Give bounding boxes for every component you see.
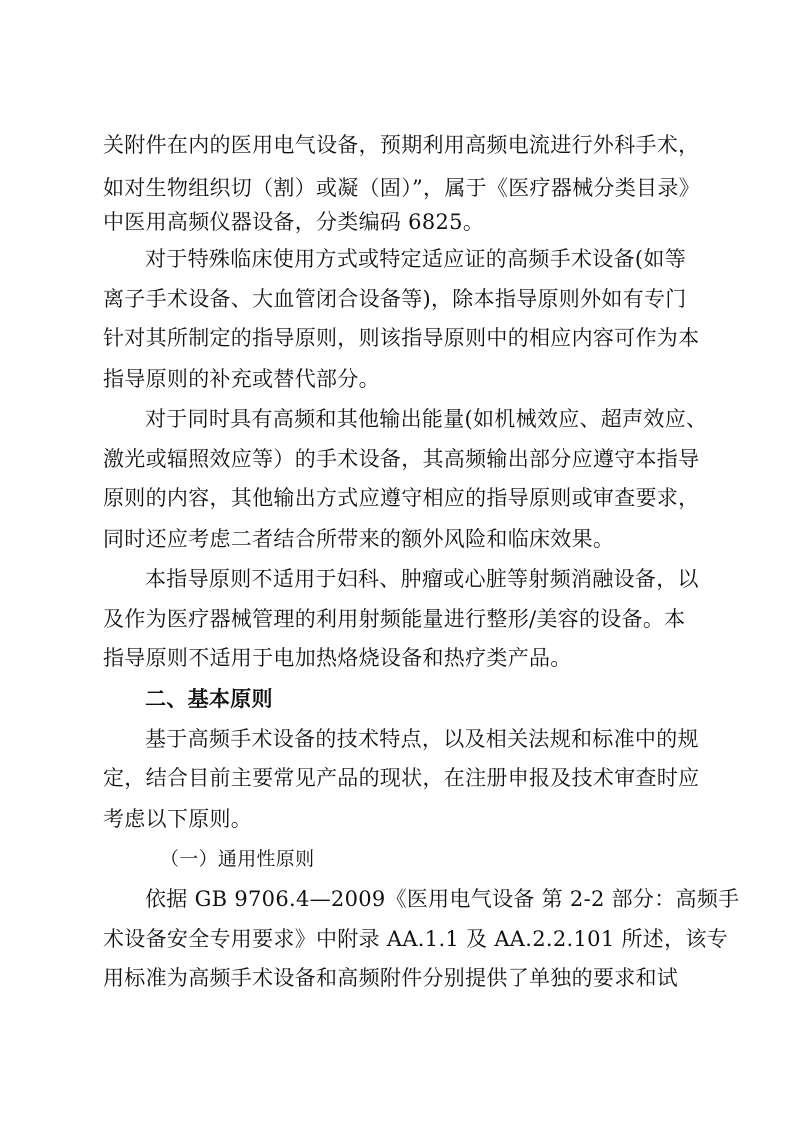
text-line: 关附件在内的医用电气设备，预期利用高频电流进行外科手术， [103, 133, 700, 157]
text-line: 考虑以下原则。 [103, 807, 253, 831]
text-line: 指导原则不适用于电加热烙烧设备和热疗类产品。 [103, 646, 572, 670]
text-line: 针对其所制定的指导原则，则该指导原则中的相应内容可作为本 [103, 326, 700, 350]
text-line: 中医用高频仪器设备，分类编码 6825。 [103, 210, 485, 234]
text-line: 用标准为高频手术设备和高频附件分别提供了单独的要求和试 [103, 966, 679, 990]
text-line: 及作为医疗器械管理的利用射频能量进行整形/美容的设备。本 [103, 607, 686, 631]
text-line: 术设备安全专用要求》中附录 AA.1.1 及 AA.2.2.101 所述，该专 [103, 927, 728, 951]
subsection-heading: （一）通用性原则 [160, 848, 315, 870]
text-line: 指导原则的补充或替代部分。 [103, 367, 380, 391]
text-line: 如对生物组织切（割）或凝（固）”，属于《医疗器械分类目录》 [103, 176, 700, 200]
text-line: 原则的内容，其他输出方式应遵守相应的指导原则或审查要求， [103, 486, 700, 510]
text-line: 对于特殊临床使用方式或特定适应证的高频手术设备(如等 [145, 247, 686, 271]
text-line: 对于同时具有高频和其他输出能量(如机械效应、超声效应、 [145, 407, 708, 431]
section-heading: 二、基本原则 [145, 687, 273, 711]
text-line: 定，结合目前主要常见产品的现状，在注册申报及技术审查时应 [103, 766, 700, 790]
text-line: 激光或辐照效应等）的手术设备，其高频输出部分应遵守本指导 [103, 447, 700, 471]
text-line: 本指导原则不适用于妇科、肿瘤或心脏等射频消融设备，以 [145, 567, 699, 591]
text-line: 离子手术设备、大血管闭合设备等)，除本指导原则外如有专门 [103, 287, 687, 311]
text-line: 同时还应考虑二者结合所带来的额外风险和临床效果。 [103, 527, 615, 551]
text-line: 基于高频手术设备的技术特点，以及相关法规和标准中的规 [145, 727, 699, 751]
text-line: 依据 GB 9706.4—2009《医用电气设备 第 2-2 部分：高频手 [145, 887, 740, 911]
